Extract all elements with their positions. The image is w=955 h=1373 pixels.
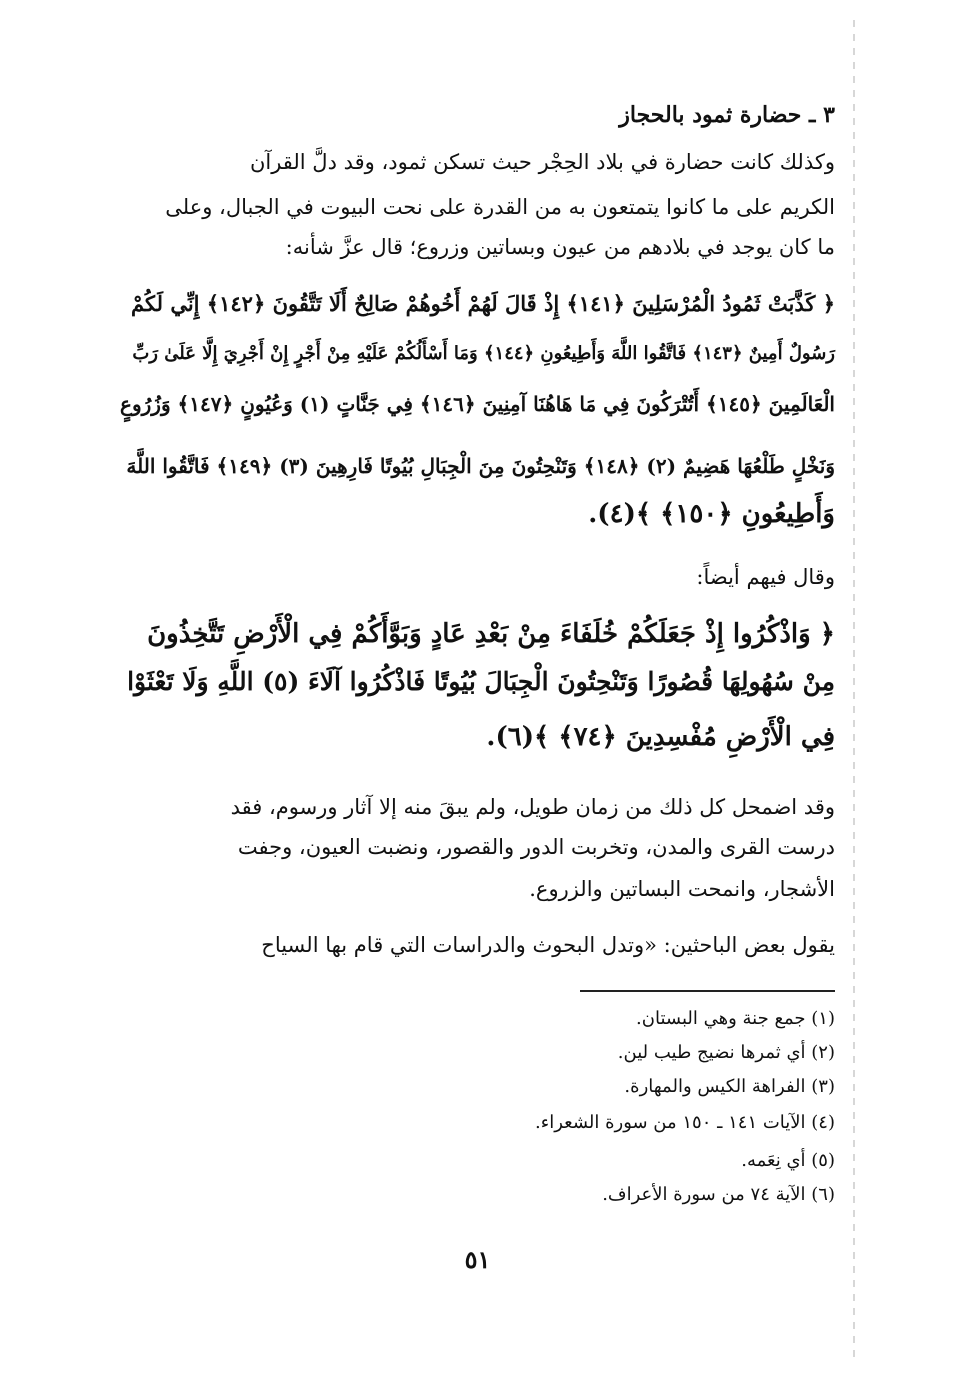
- footnote-4: (٤) الآيات ١٤١ ـ ١٥٠ من سورة الشعراء.: [535, 1112, 835, 1133]
- quran1-line-4: وَنَخْلٍ طَلْعُهَا هَضِيمٌ (٢) ﴿١٤٨﴾ وَتَنْحِتُونَ مِنَ الْجِبَالِ بُيُوتًا فَارِهِينَ (٣) ﴿١٤٩﴾ فَاتَّقُوا اللَّهَ: [126, 454, 835, 478]
- footnote-2: (٢) أي ثمرها نضيج طيب لين.: [617, 1042, 835, 1063]
- paragraph1-line-3: ما كان يوجد في بلادهم من عيون وبساتين وزروع؛ قال عزَّ شأنه:: [285, 235, 835, 259]
- paragraph2-line-1: وقد اضمحل كل ذلك من زمان طويل، ولم يبقَ منه إلا آثار ورسوم، فقد: [230, 795, 835, 819]
- paragraph1-line-1: وكذلك كانت حضارة في بلاد الحِجْر حيث تسكن ثمود، وقد دلَّ القرآن: [249, 150, 835, 174]
- paragraph2-line-3: الأشجار، وانمحت البساتين والزروع.: [529, 877, 835, 901]
- section-heading: ٣ ـ حضارة ثمود بالحجاز: [619, 102, 835, 128]
- footnote-1: (١) جمع جنة وهي البستان.: [636, 1008, 835, 1029]
- footnote-5: (٥) أي نِعَمه.: [741, 1150, 835, 1171]
- quran2-line-1: ﴿ وَاذْكُرُوا إِذْ جَعَلَكُمْ خُلَفَاءَ مِنْ بَعْدِ عَادٍ وَبَوَّأَكُمْ فِي الْأَرْضِ تَتَّخِذُونَ: [147, 619, 835, 649]
- quran2-line-2: مِنْ سُهُولِهَا قُصُورًا وَتَنْحِتُونَ الْجِبَالَ بُيُوتًا فَاذْكُرُوا آلَاءَ (٥) اللَّهِ وَلَا تَعْثَوْا: [127, 667, 835, 696]
- quran1-line-5: وَأَطِيعُونِ ﴿١٥٠﴾ ﴾(٤).: [588, 499, 835, 529]
- footnote-6: (٦) الآية ٧٤ من سورة الأعراف.: [602, 1184, 835, 1205]
- quran1-line-1: ﴿ كَذَّبَتْ ثَمُودُ الْمُرْسَلِينَ ﴿١٤١﴾ إِذْ قَالَ لَهُمْ أَخُوهُمْ صَالِحٌ أَلَا تَتَّقُونَ ﴿١٤٢﴾ إِنِّي لَكُمْ: [131, 291, 835, 316]
- paragraph2-line-2: درست القرى والمدن، وتخربت الدور والقصور، ونضبت العيون، وجفت: [237, 835, 835, 859]
- paragraph1-line-2: الكريم على ما كانوا يتمتعون به من القدرة على نحت البيوت في الجبال، وعلى: [165, 195, 835, 219]
- quran1-line-2: رَسُولٌ أَمِينٌ ﴿١٤٣﴾ فَاتَّقُوا اللَّهَ وَأَطِيعُونِ ﴿١٤٤﴾ وَمَا أَسْأَلُكُمْ عَلَيْهِ مِنْ أَجْرٍ إِنْ أَجْرِيَ إِلَّا عَلَىٰ رَبِّ: [132, 343, 835, 364]
- quran1-line-3: الْعَالَمِينَ ﴿١٤٥﴾ أَتُتْرَكُونَ فِي مَا هَاهُنَا آمِنِينَ ﴿١٤٦﴾ فِي جَنَّاتٍ (١) وَعُيُونٍ ﴿١٤٧﴾ وَزُرُوعٍ: [120, 392, 835, 416]
- page-number: ٥١: [464, 1245, 491, 1274]
- paragraph3-line-1: يقول بعض الباحثين: «وتدل البحوث والدراسات التي قام بها السياح: [261, 933, 835, 957]
- footnote-divider: [580, 990, 835, 992]
- footnote-3: (٣) الفراهة الكيس والمهارة.: [624, 1076, 835, 1097]
- transition-text: وقال فيهم أيضاً:: [696, 565, 835, 589]
- quran2-line-3: فِي الْأَرْضِ مُفْسِدِينَ ﴿٧٤﴾ ﴾(٦).: [486, 722, 835, 752]
- page-edge-dots: [853, 20, 855, 1360]
